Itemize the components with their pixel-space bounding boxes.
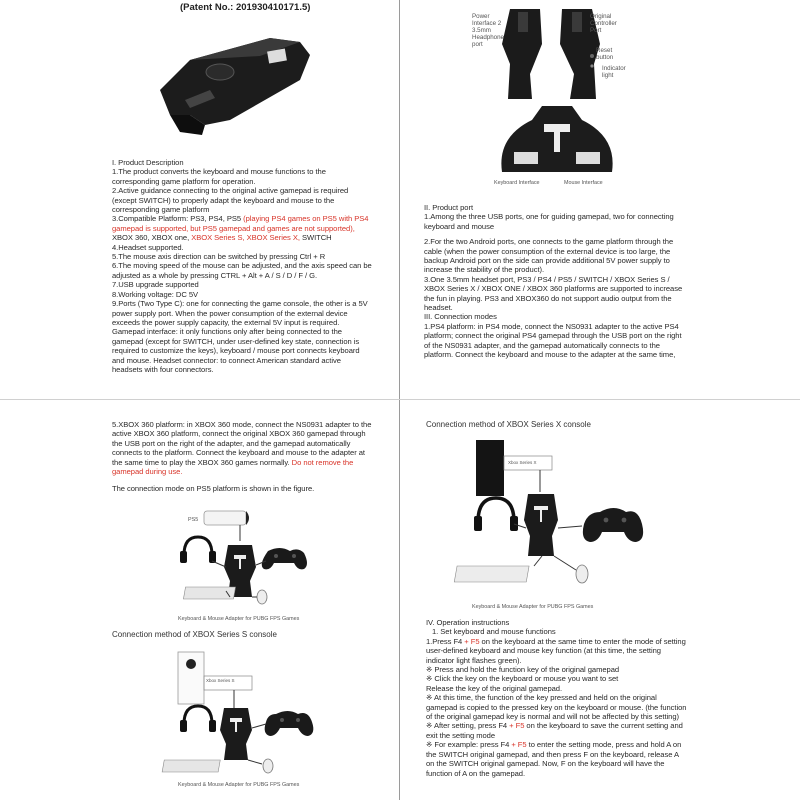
- q1-line-3: 3.Compatible Platform: PS3, PS4, PS5 (playing PS4 games on PS5 with PS4 gamepad is supported, but PS5 gamepad and games are not supported), XBOX 360, XBOX one, XBOX Series S, XBOX Series X, SWITCH: [112, 214, 369, 243]
- patent-number: (Patent No.: 201930410171.5): [180, 2, 311, 13]
- caption-ps5-diagram: Keyboard & Mouse Adapter for PUBG FPS Games: [178, 616, 300, 622]
- q2-line-4: III. Connection modes: [424, 312, 497, 322]
- q4-line-3: ※ Press and hold the function key of the original gamepad: [426, 665, 620, 675]
- series-x-heading: Connection method of XBOX Series X console: [426, 420, 591, 429]
- q1-line-8: 8.Working voltage: DC 5V: [112, 289, 199, 299]
- q3-line-1: The connection mode on PS5 platform is shown in the figure.: [112, 484, 315, 494]
- series-s-label: Xbox Series S: [206, 678, 235, 683]
- series-x-connection-diagram: [470, 436, 650, 604]
- product-description: [112, 158, 372, 374]
- q1-line-6: 6.The moving speed of the mouse can be adjusted, and the axis speed can be adjusted as a whole by pressing CTRL + Alt + A / S / D / F / G.: [112, 261, 372, 280]
- label-power-interface: Power Interface 2: [472, 13, 502, 27]
- q4-line-1: 1. Set keyboard and mouse functions: [432, 627, 556, 637]
- q3-spacer: [112, 476, 374, 484]
- q3-line-0: 5.XBOX 360 platform: in XBOX 360 mode, connect the NS0931 adapter to the active XBOX 360 platform, connect the original XBOX 360 gamepad through the USB port on the right of the adapter, and the gamepad automatically connects to the platform. Connect the keyboard and mouse to the adapter at the same time to play the XBOX 360 games normally. Do not remove the gamepad during use.: [112, 420, 372, 477]
- label-indicator-light: Indicator light: [602, 65, 626, 79]
- label-mouse-interface: Mouse Interface: [564, 180, 603, 186]
- horizontal-divider: [0, 399, 800, 400]
- q2-line-3: 3.One 3.5mm headset port, PS3 / PS4 / PS5 / SWITCH / XBOX Series S / XBOX Series X / XBOX ONE / XBOX 360 platforms are supported to increase the fun in playing. PS3 and XBOX360 do not support audio output from the headset.: [424, 274, 683, 313]
- q2-line-2: 2.For the two Android ports, one connects to the game platform through the cable (when the power consumption of the external device is too large, the backup Android port on the side can provide additional 5V power supply to increase the stability of the product).: [424, 237, 674, 275]
- series-x-label: Xbox Series X: [508, 460, 537, 465]
- q4-line-4: ※ Click the key on the keyboard or mouse you want to set: [426, 674, 619, 684]
- q4-line-6: ※ At this time, the function of the key pressed and held on the original gamepad is copied to the pressed key on the keyboard or mouse. (the function of the original gamepad key is normal and will not be affected by this setting): [426, 693, 687, 722]
- q1-line-1: 1.The product converts the keyboard and mouse functions to the corresponding game platform for operation.: [112, 167, 326, 186]
- q4-line-7: ※ After setting, press F4 + F5 on the keyboard to save the current setting and exit the setting mode: [426, 721, 683, 740]
- product-port-text: [424, 203, 686, 360]
- adapter-product-photo: [150, 20, 330, 140]
- q1-line-4: 4.Headset supported.: [112, 242, 184, 252]
- q1-line-0: I. Product Description: [112, 158, 184, 167]
- q4-line-0: IV. Operation instructions: [426, 618, 510, 627]
- xbox360-text: [112, 420, 374, 494]
- label-original-controller-port: Original Controller Port: [590, 13, 617, 34]
- q4-line-8: ※ For example: press F4 + F5 to enter the setting mode, press and hold A on the SWITCH original gamepad, and then press F on the keyboard, release A on the SWITCH original gamepad. Now, F on the keyboard will have the function of A on the gamepad.: [426, 740, 682, 778]
- series-s-connection-diagram: [170, 648, 330, 778]
- adapter-bottom-view: [492, 102, 622, 174]
- q1-line-7: 7.USB upgrade supported: [112, 280, 199, 290]
- q1-line-2: 2.Active guidance connecting to the original active gamepad is required (except SWITCH) to properly adapt the keyboard and mouse to the corresponding game platform: [112, 186, 349, 215]
- q4-line-5: Release the key of the original gamepad.: [426, 683, 563, 693]
- q4-line-2: 1.Press F4 + F5 on the keyboard at the same time to enter the mode of setting user-defined keyboard and mouse key function (at this time, the setting indicator light flashes green).: [426, 636, 686, 665]
- q2-line-0: II. Product port: [424, 203, 474, 212]
- series-s-heading: Connection method of XBOX Series S console: [112, 630, 277, 639]
- vertical-divider: [399, 0, 400, 800]
- caption-series-s-diagram: Keyboard & Mouse Adapter for PUBG FPS Games: [178, 782, 300, 788]
- operation-instructions: [426, 618, 688, 778]
- caption-series-x-diagram: Keyboard & Mouse Adapter for PUBG FPS Games: [472, 604, 594, 610]
- q2-line-1: 1.Among the three USB ports, one for guiding gamepad, two for connecting keyboard and mouse: [424, 212, 674, 231]
- label-keyboard-interface: Keyboard Interface: [494, 180, 540, 186]
- ps5-label: PS5: [188, 517, 199, 523]
- q1-line-9: 9.Ports (Two Type C): one for connecting the game console, the other is a 5V power supply port. When the power consumption of the external device exceeds the power supply capacity, the external 5V input is required. Gamepad interface: it only functions only after being connected to the gamepad (except for SWITCH, under user-defined key state, connection is required to customize the keys), keyboard / mouse port connects keyboard and mouse. Headset connector: to connect American standard active headsets with four connectors.: [112, 299, 368, 374]
- q1-line-5: 5.The mouse axis direction can be switched by pressing Ctrl + R: [112, 252, 326, 262]
- q2-line-5: 1.PS4 platform: in PS4 mode, connect the NS0931 adapter to the active PS4 platform; connect the original PS4 gamepad through the USB port on the right of the NS0931 adapter, and the gamepad automatically connects to the platform. Connect the keyboard and mouse to the adapter at the same time,: [424, 321, 682, 360]
- label-reset-button: Reset button: [596, 47, 614, 61]
- label-headphone-port: 3.5mm Headphone port: [472, 27, 504, 48]
